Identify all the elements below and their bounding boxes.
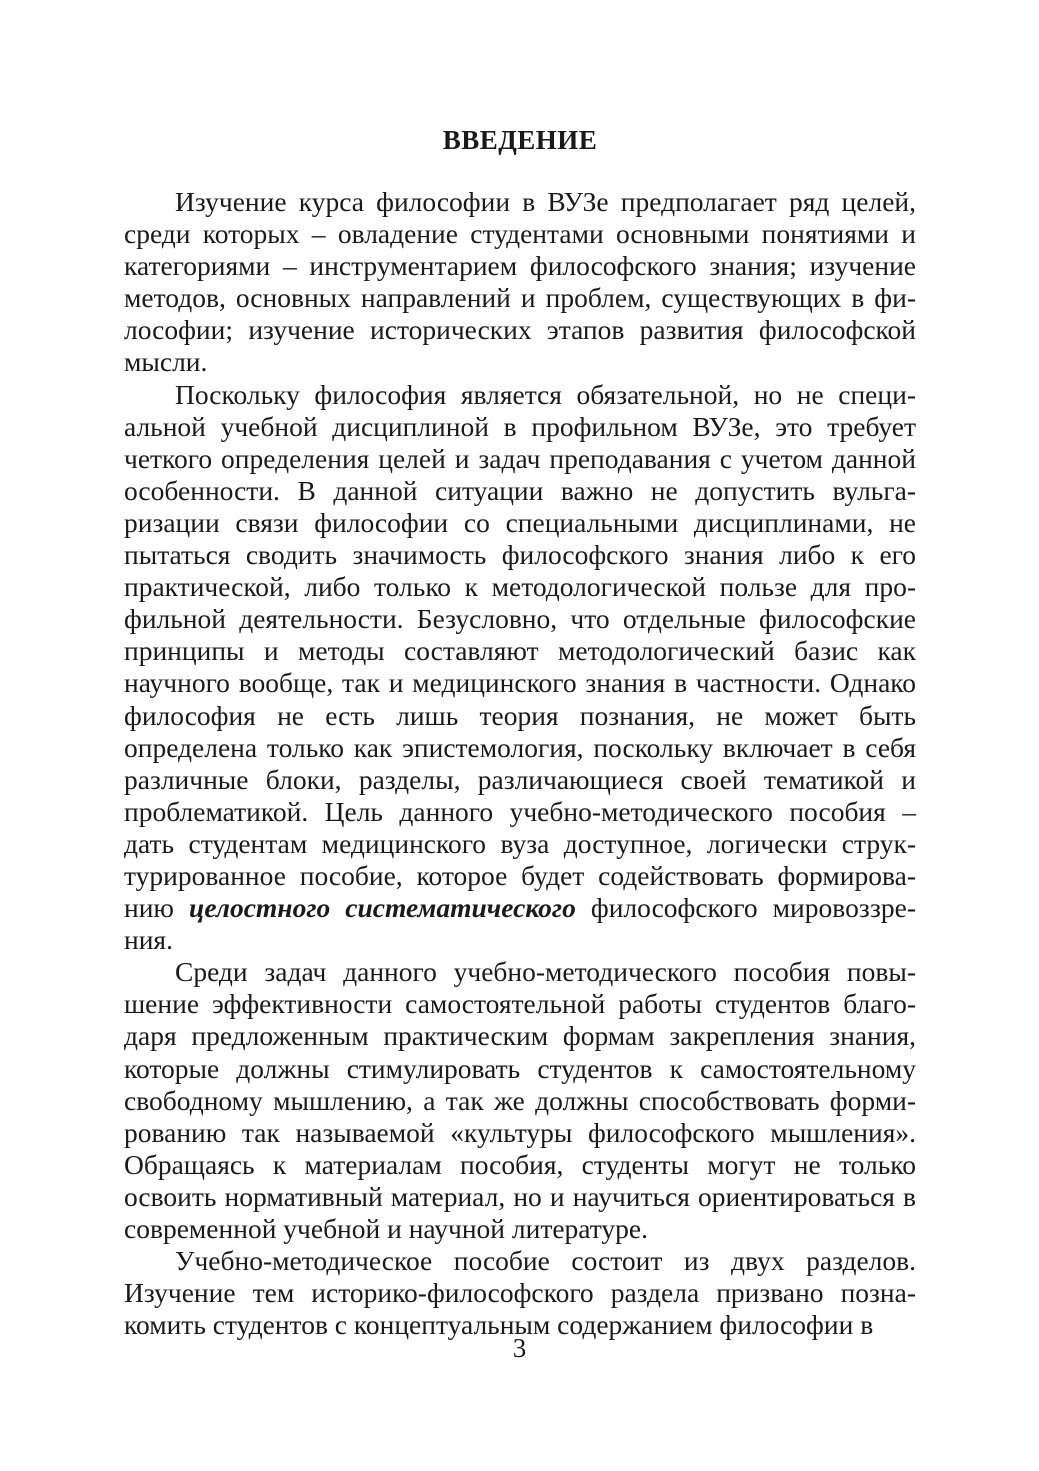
page-number: 3 bbox=[512, 1333, 527, 1363]
paragraph-4: Учебно-методическое пособие состоит из двух разделов. Изучение тем историко-философского раздела призвано познакомить студентов с концептуальным содержанием философии в bbox=[124, 1245, 916, 1341]
document-page bbox=[124, 120, 916, 1341]
paragraph-2 bbox=[124, 379, 916, 957]
paragraph-1: Изучение курса философии в ВУЗе предполагает ряд целей, среди которых – овладение студентами основными понятиями и категориями – инструментарием философского знания; изучение методов, основных направлений и проблем, существующих в философии; изучение исторических этапов развития философской мысли. bbox=[124, 186, 916, 378]
paragraph-2-text-after: философского мировоззрения. bbox=[124, 892, 917, 956]
page-title: ВВЕДЕНИЕ bbox=[442, 125, 598, 155]
paragraph-2-text: Поскольку философия является обязательной, но не специальной учебной дисциплиной в профильном ВУЗе, это требует четкого определения целей и задач преподавания с учетом данной особенности. В данной ситуации важно не допустить вульгаризации связи философии со специальными дисциплинами, не пытаться сводить значимость философского знания либо к его практической, либо только к методологической пользе для профильной деятельности. Безусловно, что отдельные философские принципы и методы составляют методологический базис как научного вообще, так и медицинского знания в частности. Однако философия не есть лишь теория познания, не может быть определена только как эпистемология, поскольку включает в себя различные блоки, разделы, различающиеся своей тематикой и проблематикой. Цель данного учебно-методического пособия – дать студентам медицинского вуза доступное, логически структурированное пособие, которое будет содействовать формированию bbox=[124, 378, 916, 924]
paragraph-3: Среди задач данного учебно-методического пособия повышение эффективности самостоятельной работы студентов благодаря предложенным практическим формам закрепления знания, которые должны стимулировать студентов к самостоятельному свободному мышлению, а так же должны способствовать формированию так называемой «культуры философского мышления». Обращаясь к материалам пособия, студенты могут не только освоить нормативный материал, но и научиться ориентироваться в современной учебной и научной литературе. bbox=[124, 956, 916, 1244]
paragraph-2-emphasis: целостного систематического bbox=[189, 892, 576, 924]
